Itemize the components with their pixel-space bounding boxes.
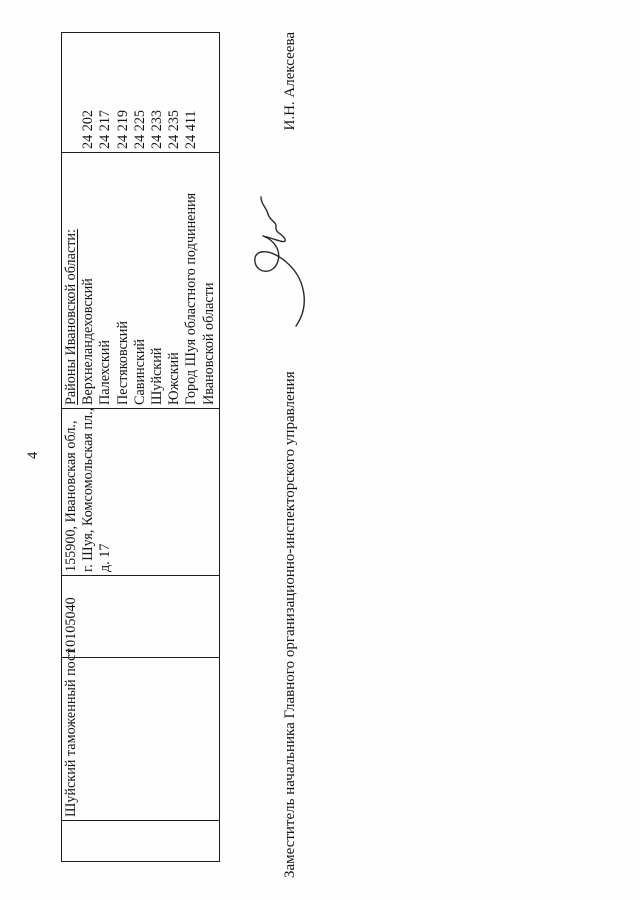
region-name: Верхнеландеховский [80, 278, 97, 405]
cell-post-address [62, 409, 220, 576]
table-row [62, 33, 220, 862]
handwritten-signature [234, 189, 318, 334]
okato-code: 24 411 [183, 110, 200, 149]
address-line: 155900, Ивановская обл., [63, 420, 79, 572]
address-line: д. 17 [97, 543, 114, 572]
post-name: Шуйский таможенный пост [63, 648, 79, 817]
signature-row [282, 32, 299, 878]
customs-posts-table [61, 32, 220, 862]
page-number: 4 [25, 451, 41, 459]
region-name: Шуйский [149, 347, 166, 405]
cell-row-number-empty [62, 821, 220, 862]
cell-regions [62, 153, 220, 409]
region-name: Палехский [97, 340, 114, 405]
okato-code: 24 225 [131, 109, 148, 149]
okato-code: 24 233 [149, 109, 165, 149]
signatory-title: Заместитель начальника Главного организационно-инспекторского управления [282, 371, 298, 878]
region-name: Город Шуя областного подчинения [183, 192, 200, 405]
region-name: Савинский [131, 338, 148, 405]
post-code: 10105040 [63, 597, 79, 654]
cell-okato-codes [62, 33, 220, 153]
cell-post-name [62, 648, 220, 821]
okato-code: 24 202 [80, 109, 97, 149]
okato-code: 24 235 [166, 109, 183, 149]
cell-post-code [62, 576, 220, 658]
okato-empty-line [63, 35, 80, 149]
regions-header: Районы Ивановской области: [63, 229, 79, 405]
okato-code: 24 219 [114, 109, 131, 149]
region-name: Южский [166, 352, 183, 405]
okato-code: 24 217 [97, 109, 114, 149]
region-name: Пестяковский [114, 321, 131, 405]
region-name: Ивановской области [200, 282, 217, 405]
address-line: г. Шуя, Комсомольская пл., [80, 407, 97, 572]
signatory-name: И.Н. Алексеева [282, 32, 298, 131]
